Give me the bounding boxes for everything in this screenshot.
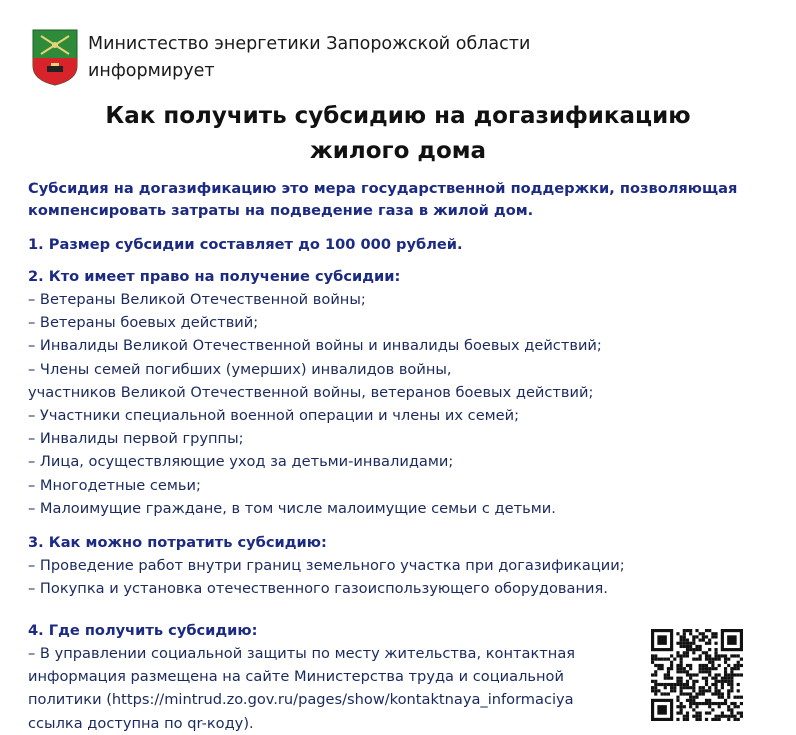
org-line-2: информирует	[88, 61, 215, 81]
coat-of-arms-icon	[31, 28, 79, 86]
qr-code-icon[interactable]	[651, 629, 743, 721]
list-item: – Ветераны боевых действий;	[28, 314, 259, 332]
list-item: – Инвалиды первой группы;	[28, 430, 244, 448]
list-item: – Проведение работ внутри границ земельного участка при догазификации;	[28, 557, 625, 574]
list-item: – Участники специальной военной операции и члены их семей;	[28, 407, 520, 425]
list-item: – Лица, осуществляющие уход за детьми-инвалидами;	[28, 453, 454, 471]
section-where-to-apply	[28, 619, 668, 735]
intro-paragraph	[28, 178, 778, 222]
org-line-1: Министество энергетики Запорожской области	[88, 34, 531, 54]
section-4-heading: 4. Где получить субсидию:	[28, 622, 258, 639]
list-item: участников Великой Отечественной войны, ветеранов боевых действий;	[28, 383, 594, 401]
list-item: – Многодетные семьи;	[28, 476, 201, 494]
list-item: – Инвалиды Великой Отечественной войны и инвалиды боевых действий;	[28, 337, 602, 355]
title-line-2: жилого дома	[309, 138, 487, 164]
list-item: – Покупка и установка отечественного газоиспользующего оборудования.	[28, 580, 608, 598]
section-1-heading: 1. Размер субсидии составляет до 100 000 рублей.	[28, 236, 463, 253]
list-item: – Ветераны Великой Отечественной войны;	[28, 291, 366, 308]
intro-line-2: компенсировать затраты на подведение газа в жилой дом.	[28, 202, 534, 219]
intro-line-1: Субсидия на догазификацию это мера государственной поддержки, позволяющая	[28, 180, 738, 197]
list-item: ссылка доступна по qr-коду).	[28, 714, 254, 732]
page-title	[0, 99, 796, 169]
section-eligibility	[28, 265, 668, 520]
section-spending	[28, 531, 668, 600]
list-item: – Малоимущие граждане, в том числе малоимущие семьи с детьми.	[28, 499, 556, 517]
list-item: – Члены семей погибших (умерших) инвалидов войны,	[28, 360, 452, 378]
list-item: – В управлении социальной защиты по месту жительства, контактная	[28, 645, 576, 662]
section-3-heading: 3. Как можно потратить субсидию:	[28, 534, 327, 551]
title-line-1: Как получить субсидию на догазификацию	[105, 103, 691, 129]
header	[31, 28, 771, 90]
list-item: информация размещена на сайте Министерства труда и социальной	[28, 668, 564, 686]
section-2-heading: 2. Кто имеет право на получение субсидии:	[28, 268, 401, 285]
section-subsidy-amount	[28, 233, 668, 256]
list-item: политики (https://mintrud.zo.gov.ru/pages/show/kontaktnaya_informaciya	[28, 691, 574, 709]
organization-name	[88, 31, 530, 85]
